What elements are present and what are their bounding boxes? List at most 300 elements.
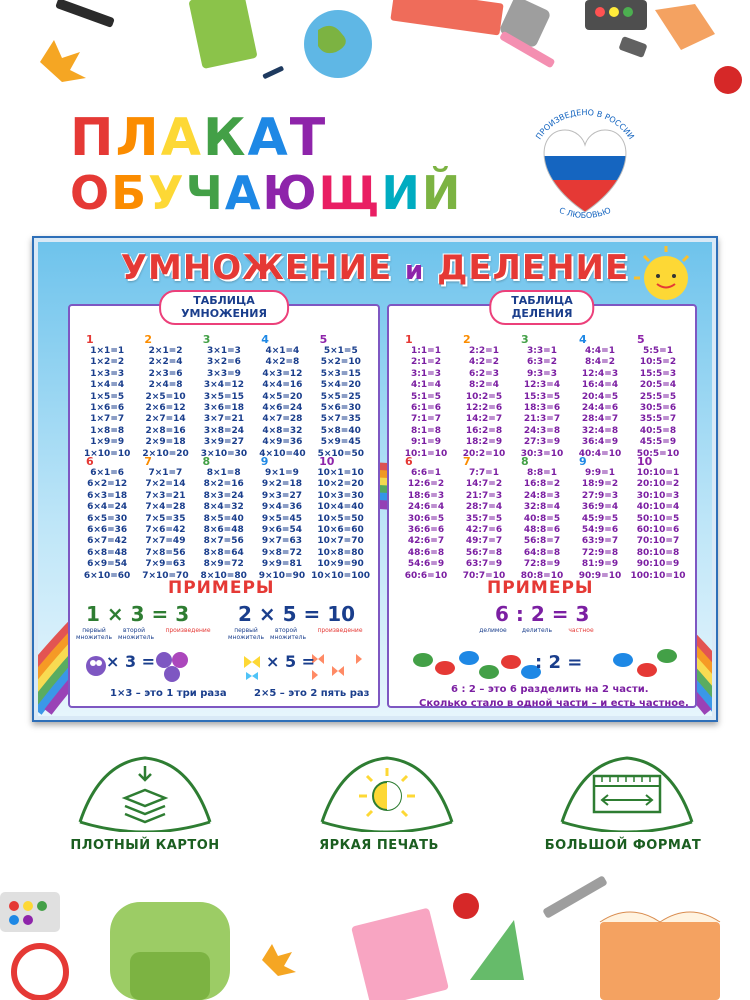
multiplication-row: 10×4=40 [317,502,364,513]
multiplication-column-number: 7 [144,455,152,468]
multiplication-row: 2×6=12 [145,403,186,414]
multiplication-row: 10×3=30 [317,490,364,501]
multiplication-row: 7×3=21 [145,490,186,501]
division-row: 70:7=10 [462,570,506,581]
multiplication-row: 6×2=12 [87,479,128,490]
multiplication-row: 1×1=1 [90,346,125,356]
division-row: 30:5=6 [639,403,677,414]
multiplication-row: 10×5=50 [317,513,364,524]
multiplication-row: 8×1=8 [206,468,241,478]
division-column-number: 4 [579,333,587,346]
division-row: 14:7=2 [465,479,503,490]
division-row: 80:10=8 [636,547,680,558]
division-row: 64:8=8 [523,547,561,558]
division-row: 10:2=5 [465,391,503,402]
multiplication-row: 2×8=16 [145,425,186,436]
division-row: 18:2=9 [465,437,503,448]
sun-icon [312,752,462,832]
multiplication-row: 4×3=12 [262,368,303,379]
division-row: 40:10=4 [636,502,680,513]
division-row: 9:9=1 [585,468,615,478]
label-first-factor-2: первый множитель [228,627,264,641]
multiplication-row: 5×2=10 [320,357,361,368]
division-row: 3:3=1 [527,346,557,356]
multiplication-row: 10×9=90 [317,559,364,570]
division-column-number: 9 [579,455,587,468]
multiplication-row: 7×9=63 [145,559,186,570]
multiplication-row: 8×9=72 [203,559,244,570]
headline-letter: У [148,166,186,220]
division-row: 32:8=4 [523,502,561,513]
headline-letter: К [202,108,248,168]
multiplication-row: 6×4=24 [87,502,128,513]
headline-letter: Й [421,166,463,220]
multiplication-row: 9×6=54 [261,525,302,536]
division-visual: : 2 = [535,652,583,673]
division-row: 81:9=9 [581,559,619,570]
division-column-number: 10 [637,455,653,468]
multiplication-caption-2: 2×5 – это 2 пять раз [254,688,370,699]
multiplication-row: 5×1=5 [323,346,358,356]
division-row: 30:6=5 [407,513,445,524]
division-row: 1:1=1 [411,346,441,356]
multiplication-row: 9×8=72 [261,547,302,558]
division-row: 100:10=10 [630,570,686,581]
division-row: 12:6=2 [407,479,445,490]
division-column-number: 5 [637,333,645,346]
multiplication-row: 3×6=18 [203,403,245,414]
multiplication-row: 5×6=30 [320,403,361,414]
headline-letter: Л [115,108,161,168]
division-column-6 [397,456,455,582]
multiplication-row: 7×8=56 [145,547,186,558]
division-row: 24:8=3 [523,490,561,501]
multiplication-row: 3×7=21 [203,414,245,425]
division-column-number: 3 [521,333,529,346]
multiplication-row: 9×5=45 [261,513,302,524]
multiplication-row: 9×3=27 [261,490,302,501]
label-first-factor: первый множитель [76,627,112,641]
division-row: 24:6=4 [407,502,445,513]
division-row: 20:4=5 [581,391,619,402]
multiplication-row: 9×7=63 [261,536,302,547]
multiplication-row: 5×8=40 [320,425,361,436]
division-row: 36:6=6 [407,525,445,536]
multiplication-column-5 [312,334,370,460]
multiplication-row: 7×5=35 [145,513,186,524]
multiplication-row: 10×6=60 [317,525,364,536]
division-row: 24:4=6 [581,403,619,414]
multiplication-column-3 [195,334,253,460]
label-quotient: частное [568,627,594,634]
division-row: 50:10=5 [636,513,680,524]
multiplication-row: 7×10=70 [142,570,189,581]
headline-letter: Т [289,108,328,168]
poster-title-mid: и [405,256,425,286]
multiplication-row: 9×10=90 [258,570,306,581]
division-row: 10:5=2 [639,357,677,368]
division-row: 9:1=9 [411,437,441,448]
multiplication-column-2 [136,334,194,460]
division-row: 16:4=4 [581,380,619,391]
multiplication-row: 4×8=32 [262,425,303,436]
division-column-2 [455,334,513,460]
division-header-line2: ДЕЛЕНИЯ [511,306,573,320]
multiplication-row: 6×3=18 [87,490,128,501]
multiplication-row: 1×5=5 [90,391,125,402]
multiplication-column-number: 5 [319,333,328,346]
division-table-top [397,334,687,460]
multiplication-row: 3×1=3 [207,346,241,356]
division-row: 56:8=7 [523,536,561,547]
headline-letter: А [160,108,203,168]
division-header-line1: ТАБЛИЦА [511,294,573,307]
division-row: 16:2=8 [465,425,503,436]
division-caption-2: Сколько стало в одной части – и есть частное. [419,698,689,709]
division-row: 16:8=2 [523,479,561,490]
division-row: 18:6=3 [407,490,445,501]
multiplication-row: 5×4=20 [320,380,361,391]
division-row: 30:10=3 [636,490,680,501]
division-row: 5:1=5 [411,391,441,402]
division-row: 25:5=5 [639,391,677,402]
multiplication-row: 3×10=30 [200,448,248,459]
label-divisor: делитель [521,627,553,634]
division-row: 12:2=6 [465,403,503,414]
multiplication-row: 7×6=42 [145,525,186,536]
multiplication-row: 8×2=16 [203,479,244,490]
multiplication-column-number: 4 [261,333,269,346]
division-row: 21:7=3 [465,490,503,501]
division-row: 28:7=4 [465,502,503,513]
multiplication-row: 7×4=28 [145,502,186,513]
division-row: 72:9=8 [581,547,619,558]
division-row: 21:3=7 [523,414,561,425]
school-supplies-illustration-top [0,0,750,100]
multiplication-column-number: 6 [86,455,94,468]
division-row: 40:5=8 [639,425,677,436]
division-panel [387,294,697,709]
division-column-7 [455,456,513,582]
division-row: 36:9=4 [581,502,619,513]
multiplication-row: 5×7=35 [320,414,361,425]
multiplication-row: 1×6=6 [90,403,125,414]
division-row: 40:8=5 [523,513,561,524]
division-row: 4:4=1 [585,346,615,356]
division-row: 49:7=7 [465,536,503,547]
multiplication-caption-1: 1×3 – это 1 три раза [110,688,227,699]
multiplication-row: 4×2=8 [265,357,300,368]
multiplication-column-number: 8 [202,455,211,468]
division-row: 8:8=1 [527,468,557,478]
multiplication-row: 6×10=60 [83,570,131,581]
multiplication-row: 1×10=10 [83,448,131,459]
multiplication-header [159,290,289,325]
multiplication-row: 3×2=6 [207,357,241,368]
division-row: 35:5=7 [639,414,677,425]
division-row: 18:3=6 [523,403,561,414]
label-product: произведение [165,627,211,634]
multiplication-column-10 [311,456,370,582]
multiplication-row: 10×8=80 [317,547,364,558]
feature-label-print: ЯРКАЯ ПЕЧАТЬ [319,838,439,853]
poster-image [32,236,718,722]
multiplication-column-9 [253,456,311,582]
multiplication-row: 3×4=12 [203,380,245,391]
division-column-10 [629,456,687,582]
division-column-number: 6 [405,455,413,468]
division-column-9 [571,456,629,582]
division-row: 30:3=10 [520,448,564,459]
division-row: 9:3=3 [527,368,557,379]
multiplication-row: 6×9=54 [87,559,128,570]
label-dividend: делимое [479,627,507,634]
multiplication-examples-title: ПРИМЕРЫ [168,578,275,598]
multiplication-row: 6×5=30 [87,513,128,524]
multiplication-row: 2×5=10 [145,391,186,402]
multiplication-row: 2×3=6 [148,368,183,379]
division-row: 4:1=4 [411,380,441,391]
multiplication-row: 3×9=27 [203,437,245,448]
division-row: 42:6=7 [407,536,445,547]
division-row: 12:4=3 [581,368,619,379]
division-table-bottom [397,456,687,582]
division-row: 54:6=9 [407,559,445,570]
division-row: 50:5=10 [636,448,680,459]
label-second-factor-2: второй множитель [270,627,306,641]
multiplication-row: 10×1=10 [317,468,364,478]
poster-title [38,248,712,288]
multiplication-visual-2: × 5 = [266,652,316,671]
multiplication-row: 10×10=100 [311,570,370,581]
multiplication-header-line2: УМНОЖЕНИЯ [181,306,267,320]
division-row: 18:9=2 [581,479,619,490]
multiplication-row: 5×10=50 [317,448,364,459]
division-row: 72:8=9 [523,559,561,570]
division-row: 32:4=8 [581,425,619,436]
multiplication-row: 4×6=24 [262,403,303,414]
division-row: 27:3=9 [523,437,561,448]
multiplication-row: 7×7=49 [145,536,186,547]
headline-letter: А [247,108,290,168]
division-row: 10:10=1 [636,468,680,478]
multiplication-row: 1×8=8 [90,425,125,436]
division-row: 36:4=9 [581,437,619,448]
division-row: 8:4=2 [585,357,615,368]
division-header [489,290,594,325]
division-row: 80:8=10 [520,570,564,581]
division-row: 60:6=10 [404,570,448,581]
multiplication-column-6 [78,456,136,582]
feature-label-format: БОЛЬШОЙ ФОРМАТ [544,838,702,853]
multiplication-row: 7×2=14 [145,479,186,490]
multiplication-row: 8×4=32 [203,502,244,513]
division-row: 5:5=1 [643,346,673,356]
division-row: 3:1=3 [411,368,441,379]
division-row: 12:3=4 [523,380,561,391]
multiplication-column-number: 2 [144,333,153,346]
ruler-icon [552,752,702,832]
division-row: 45:9=5 [581,513,619,524]
division-column-5 [629,334,687,460]
division-row: 48:8=6 [523,525,561,536]
multiplication-row: 10×7=70 [317,536,364,547]
multiplication-row: 8×5=40 [203,513,244,524]
division-row: 20:10=2 [636,479,680,490]
division-row: 7:1=7 [411,414,441,425]
multiplication-row: 5×3=15 [320,368,361,379]
multiplication-row: 1×4=4 [90,380,125,391]
multiplication-row: 6×6=36 [87,525,128,536]
division-column-number: 7 [463,455,471,468]
division-row: 20:5=4 [639,380,677,391]
multiplication-row: 8×6=48 [203,525,244,536]
division-row: 63:7=9 [465,559,503,570]
division-row: 6:1=6 [411,403,441,414]
multiplication-column-8 [195,456,253,582]
division-row: 14:2=7 [465,414,503,425]
division-column-4 [571,334,629,460]
multiplication-table-top [78,334,370,460]
division-row: 15:3=5 [523,391,561,402]
multiplication-row: 4×9=36 [262,437,303,448]
multiplication-example-1: 1 × 3 = 3 [86,602,190,626]
multiplication-row: 2×10=20 [142,448,189,459]
multiplication-row: 6×1=6 [90,468,125,478]
division-row: 10:1=10 [404,448,448,459]
division-row: 45:5=9 [639,437,677,448]
multiplication-row: 9×2=18 [261,479,302,490]
multiplication-row: 4×5=20 [262,391,303,402]
multiplication-row: 9×9=81 [261,559,302,570]
headline-line2 [70,166,463,220]
multiplication-column-1 [78,334,136,460]
division-row: 28:4=7 [581,414,619,425]
multiplication-row: 9×4=36 [261,502,302,513]
division-row: 90:9=10 [578,570,622,581]
division-row: 6:3=2 [527,357,557,368]
multiplication-column-number: 9 [260,455,269,468]
badge-bottom-text: С ЛЮБОВЬЮ [557,205,613,221]
division-row: 60:10=6 [636,525,680,536]
multiplication-row: 3×5=15 [203,391,245,402]
headline-letter: Щ [318,166,382,220]
headline-letter: Б [111,166,149,220]
multiplication-row: 8×3=24 [203,490,244,501]
multiplication-row: 7×1=7 [148,468,183,478]
division-row: 20:2=10 [462,448,506,459]
multiplication-row: 4×4=16 [262,380,303,391]
division-example: 6 : 2 = 3 [495,602,590,626]
multiplication-row: 2×2=4 [148,357,183,368]
multiplication-row: 9×1=9 [265,468,299,478]
multiplication-row: 5×9=45 [320,437,361,448]
division-column-number: 1 [405,333,413,346]
multiplication-row: 4×7=28 [262,414,303,425]
multiplication-row: 4×10=40 [259,448,306,459]
division-row: 90:10=9 [636,559,680,570]
made-in-russia-badge [510,100,660,230]
multiplication-row: 2×1=2 [148,346,183,356]
headline-letter: П [70,108,116,168]
multiplication-row: 3×3=9 [207,368,241,379]
multiplication-column-number: 10 [319,455,335,468]
division-row: 27:9=3 [581,490,619,501]
badge-top-text: ПРОИЗВЕДЕНО В РОССИИ [534,107,636,142]
division-row: 40:4=10 [578,448,622,459]
multiplication-row: 6×8=48 [87,547,128,558]
division-row: 2:2=1 [469,346,499,356]
division-column-number: 8 [521,455,529,468]
division-column-1 [397,334,455,460]
multiplication-visual-1: × 3 = [106,652,156,671]
poster-title-part2: ДЕЛЕНИЕ [437,248,630,288]
multiplication-row: 3×8=24 [203,425,245,436]
multiplication-row: 10×2=20 [317,479,364,490]
division-row: 4:2=2 [469,357,499,368]
multiplication-column-number: 3 [202,333,211,346]
division-column-8 [513,456,571,582]
division-row: 6:6=1 [411,468,441,478]
multiplication-table-bottom [78,456,370,582]
svg-text:ПРОИЗВЕДЕНО В РОССИИ [534,108,636,141]
multiplication-panel [68,294,380,708]
poster-title-part1: УМНОЖЕНИЕ [120,248,393,288]
division-row: 8:1=8 [411,425,441,436]
layers-icon [70,752,220,832]
division-row: 42:7=6 [465,525,503,536]
feature-label-cardboard: ПЛОТНЫЙ КАРТОН [70,838,220,853]
division-row: 54:9=6 [581,525,619,536]
multiplication-row: 8×10=80 [200,570,247,581]
division-examples-title: ПРИМЕРЫ [487,578,594,598]
division-row: 8:2=4 [469,380,499,391]
heart-flag-icon [510,100,660,230]
division-column-number: 2 [463,333,471,346]
multiplication-row: 6×7=42 [87,536,128,547]
division-row: 2:1=2 [411,357,441,368]
division-row: 48:6=8 [407,547,445,558]
multiplication-row: 2×9=18 [145,437,186,448]
multiplication-header-line1: ТАБЛИЦА [193,294,255,307]
multiplication-row: 8×8=64 [203,547,244,558]
multiplication-column-number: 1 [86,333,94,346]
headline-letter: И [381,166,422,220]
multiplication-row: 1×9=9 [90,437,125,448]
division-row: 35:7=5 [465,513,503,524]
division-row: 70:10=7 [636,536,680,547]
label-second-factor: второй множитель [118,627,154,641]
multiplication-row: 2×4=8 [148,380,183,391]
division-caption-1: 6 : 2 – это 6 разделить на 2 части. [451,684,649,695]
division-column-3 [513,334,571,460]
multiplication-example-2: 2 × 5 = 10 [238,602,356,626]
school-supplies-illustration-bottom [0,862,750,1000]
multiplication-row: 5×5=25 [320,391,361,402]
division-row: 15:5=3 [639,368,677,379]
multiplication-row: 1×2=2 [90,357,125,368]
division-row: 6:2=3 [469,368,499,379]
division-row: 24:3=8 [523,425,561,436]
multiplication-row: 1×7=7 [90,414,125,425]
headline-letter: Ю [262,166,319,220]
division-row: 7:7=1 [469,468,499,478]
multiplication-column-7 [136,456,194,582]
headline-line1 [70,108,328,168]
multiplication-row: 4×1=4 [265,346,300,356]
division-row: 63:9=7 [581,536,619,547]
multiplication-row: 1×3=3 [90,368,125,379]
